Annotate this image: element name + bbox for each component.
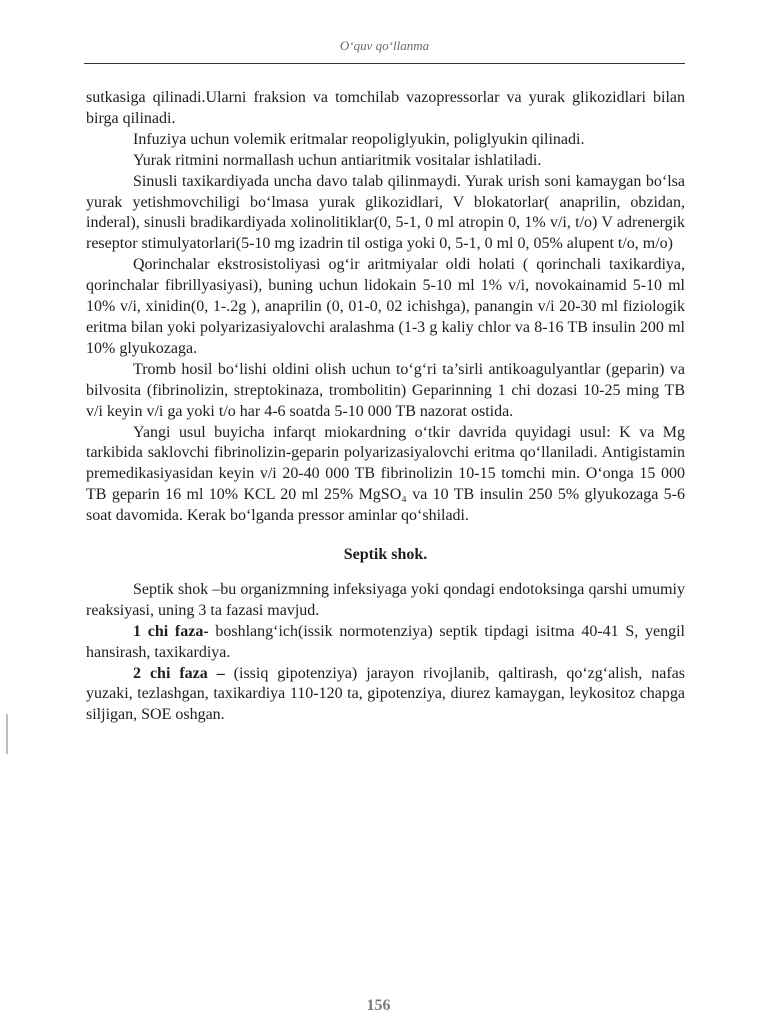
paragraph-phase-2: [86, 664, 685, 727]
paragraph-continuation: sutkasiga qilinadi.Ularni fraksion va tomchilab vazopressorlar va yurak glikozidlari bilan birga qilinadi.: [86, 89, 685, 127]
scan-margin-mark: [6, 714, 8, 754]
paragraph-new-method: Yangi usul buyicha infarqt miokardning o‘tkir davrida quyidagi usul: K va Mg tarkibida saklovchi fibrinolizin-geparin polyarizasiyalovchi eritma qo‘llaniladi. Antigistamin premedikasiyasidan keyin v/i 20-40 000 TB fibrinolizin 10-15 tomchi min. O‘onga 15 000 TB geparin 16 ml 10% KCL 20 ml 25% MgSO₄ va 10 TB insulin 250 5% glyukozaga 5-6 soat davomida. Kerak bo‘lganda pressor aminlar qo‘shiladi.: [86, 423, 685, 525]
paragraph-septic-shock-intro: Septik shok –bu organizmning infeksiyaga yoki qondagi endotoksinga qarshi umumiy reaksiyasi, uning 3 ta fazasi mavjud.: [86, 580, 685, 619]
header-rule: [84, 63, 685, 64]
page-number: 156: [366, 997, 391, 1014]
paragraph-thrombosis: Tromb hosil bo‘lishi oldini olish uchun to‘g‘ri ta’sirli antikoagulyantlar (geparin) va bilvosita (fibrinolizin, streptokinaza, trombolitin) Geparinning 1 chi dozasi 10-25 ming TB v/i keyin v/i ga yoki t/o har 4-6 soatda 5-10 000 TB nazorat ostida.: [86, 360, 685, 420]
running-header: O‘quv qo‘llanma: [339, 38, 430, 53]
paragraph-rhythm: Yurak ritmini normallash uchun antiaritmik vositalar ishlatiladi.: [133, 151, 542, 169]
paragraph-ventricular-extrasystole: Qorinchalar ekstrosistoliyasi og‘ir aritmiyalar oldi holati ( qorinchali taxikardiya, qorinchalar fibrillyasiyasi), buning uchun lidokain 5-10 ml 1% v/i, novokainamid 5-10 ml 10% v/i, xinidin(0, 1-.2g ), anaprilin (0, 01-0, 02 ichishga), panangin v/i 20-30 ml fiziologik eritma bilan yoki polyarizasiyalovchi aralashma (1-3 g kaliy chlor va 8-16 TB insulin 200 ml 10% glyukozaga.: [86, 256, 685, 357]
paragraph-infusion: Infuziya uchun volemik eritmalar reopoliglyukin, poliglyukin qilinadi.: [133, 130, 585, 148]
paragraph-phase-1: [86, 622, 685, 664]
page-body: [86, 88, 685, 726]
phase-1-label: 1 chi faza-: [133, 622, 209, 640]
section-heading: Septik shok.: [343, 546, 428, 564]
phase-1-text: boshlang‘ich(issik normotenziya) septik tipdagi isitma 40-41 S, yengil hansirash, taxikardiya.: [86, 622, 685, 661]
phase-2-label: 2 chi faza –: [133, 664, 225, 682]
paragraph-sinus-tachycardia: Sinusli taxikardiyada uncha davo talab qilinmaydi. Yurak urish soni kamaygan bo‘lsa yurak yetishmovchiligi bo‘lmasa yurak glikozidlari, V blokatorlar( anaprilin, obzidan, inderal), sinusli bradikardiyada xolinolitiklar(0, 5-1, 0 ml atropin 0, 1% v/i, t/o) V adrenergik reseptor stimulyatorlari(5-10 mg izadrin til ostiga yoki 0, 5-1, 0 ml 0, 05% alupent t/o, m/o): [86, 172, 685, 253]
phase-2-text: (issiq gipotenziya) jarayon rivojlanib, qaltirash, qo‘zg‘alish, nafas yuzaki, tezlashgan, taxikardiya 110-120 ta, gipotenziya, diurez kamaygan, leykositoz chapga siljigan, SOE oshgan.: [86, 664, 686, 724]
